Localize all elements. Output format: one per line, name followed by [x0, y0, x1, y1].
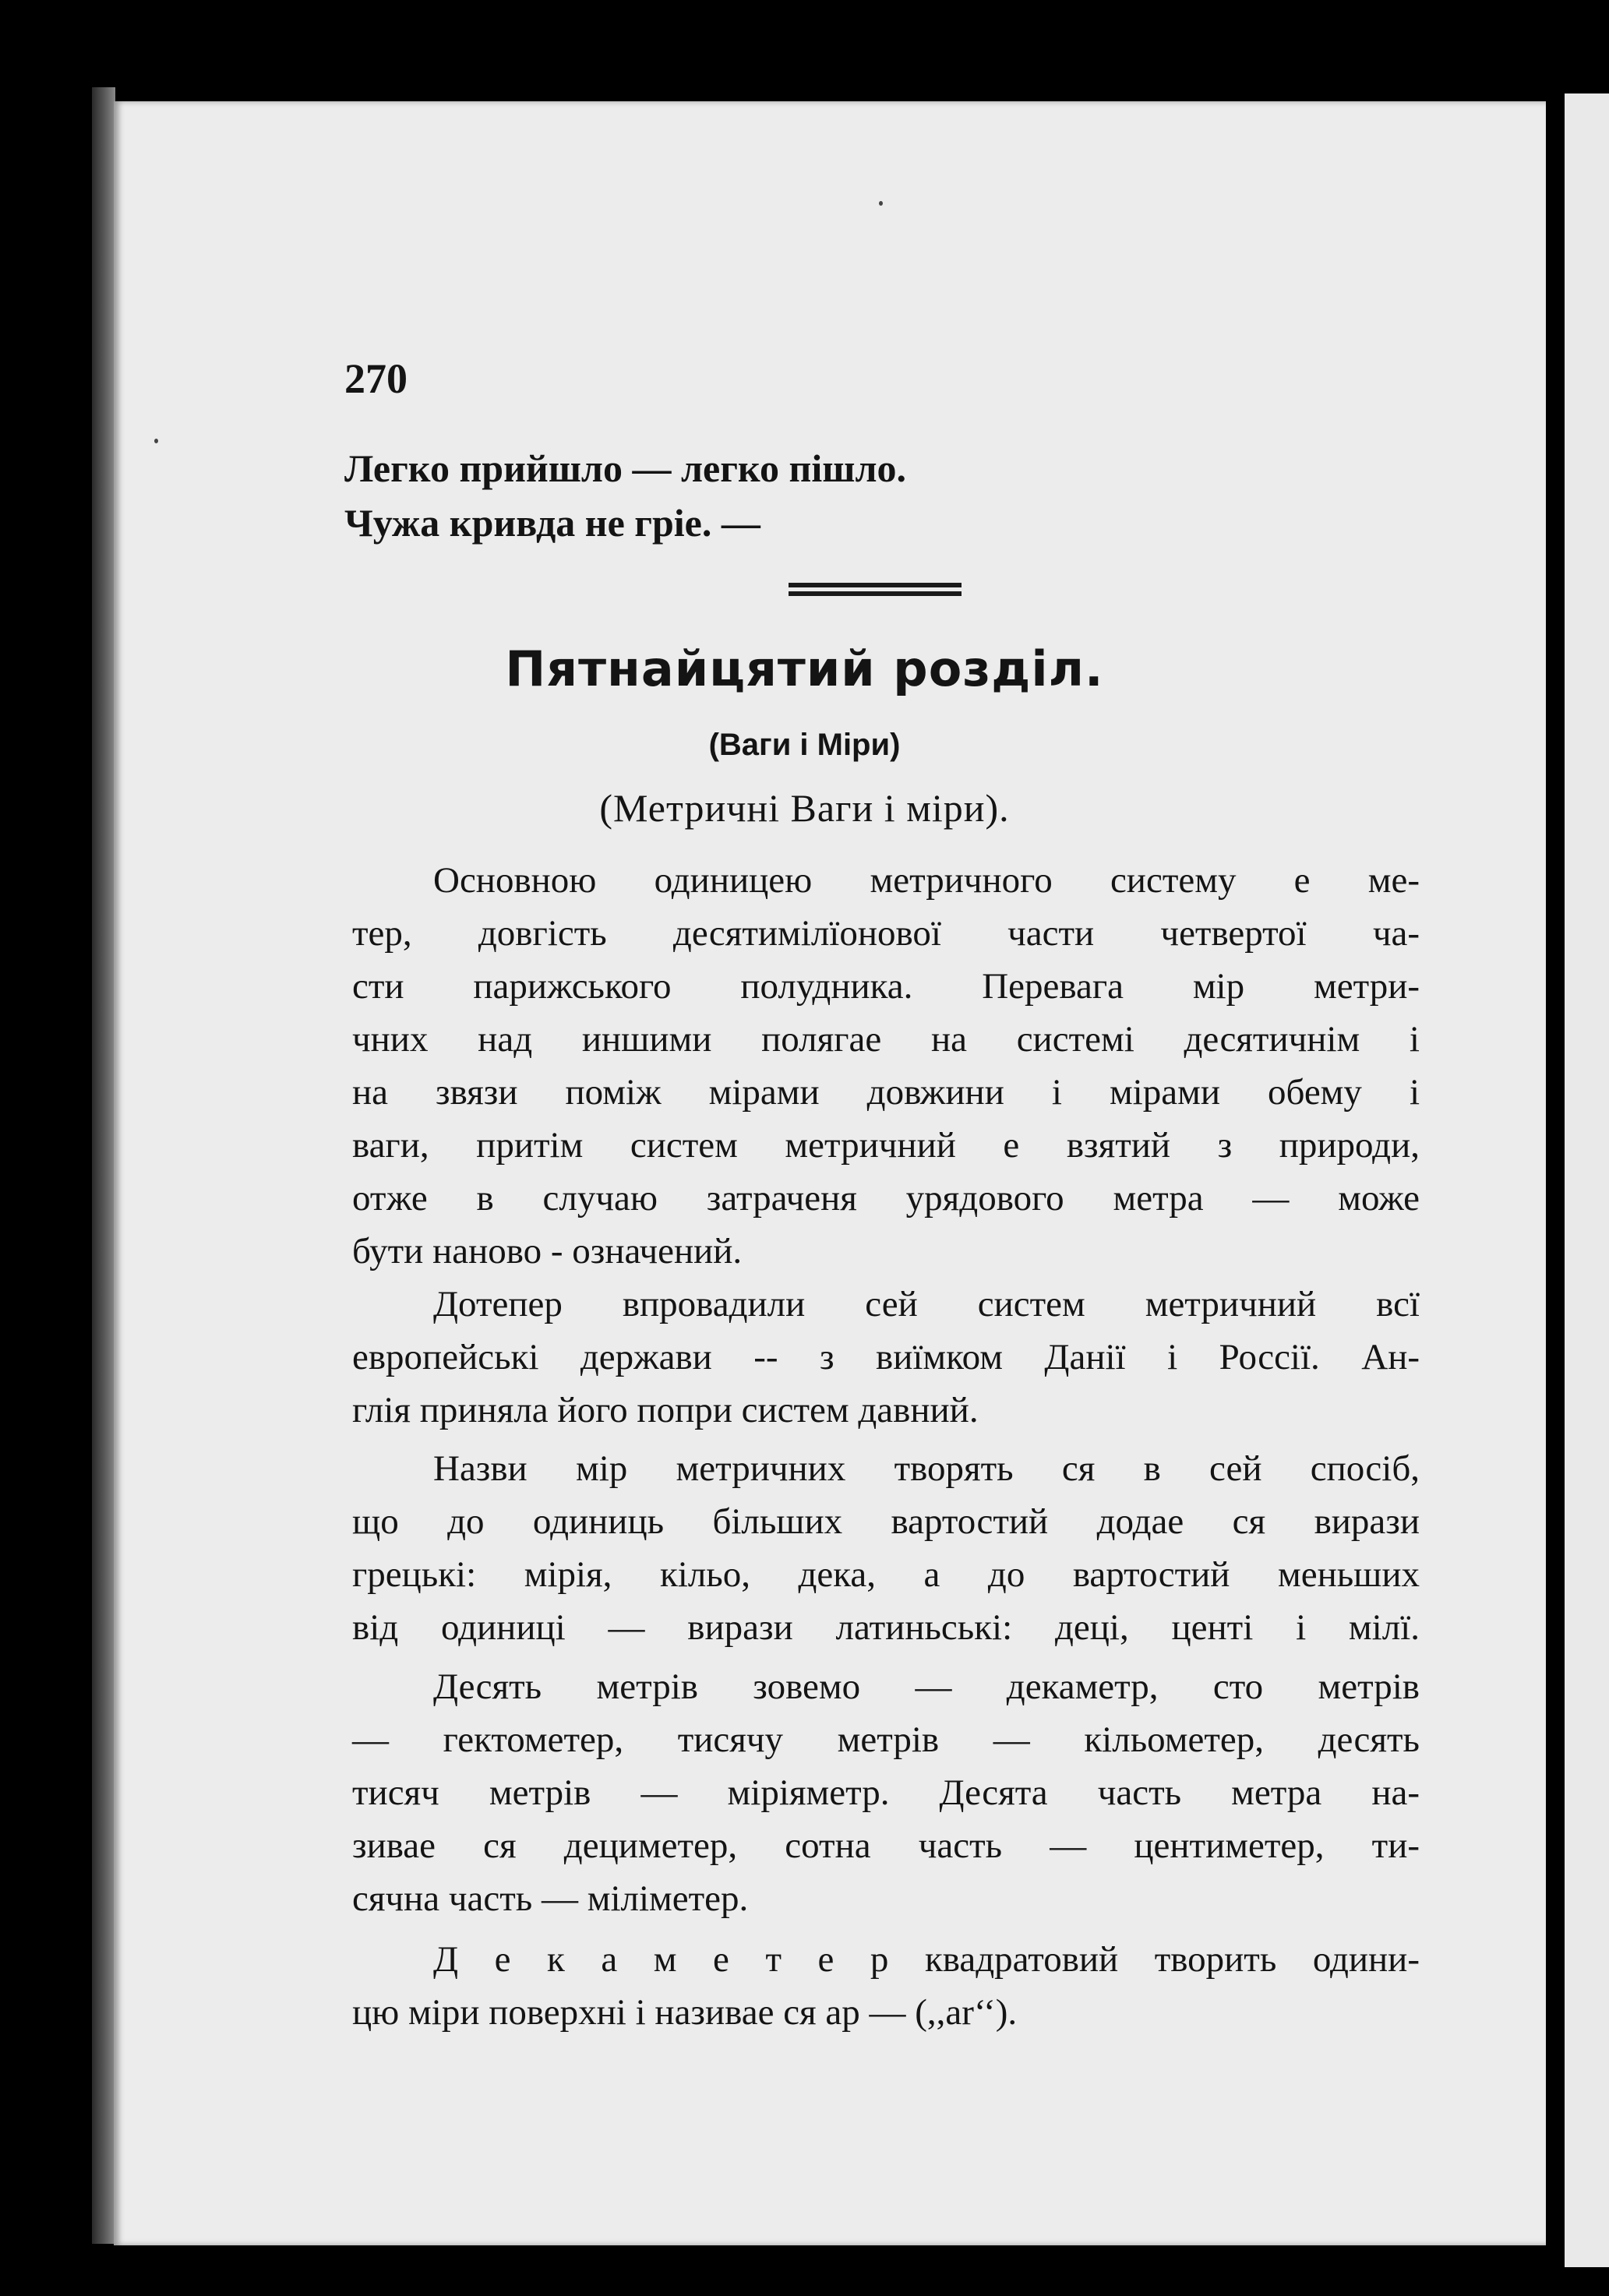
body-line: цю міри поверхні і називае ся ар — (,,ar‘‘). — [352, 1992, 1018, 2033]
body-line: тисяч метрів — міріяметр. Десята часть метра на- — [352, 1772, 1420, 1813]
body-line: Дотепер впровадили сей систем метричний всї — [433, 1284, 1420, 1324]
chapter-subtitle: (Ваги і Міри) — [708, 728, 901, 762]
body-line: Десять метрів зовемо — декаметр, сто метрів — [433, 1666, 1420, 1707]
body-line: бути наново - означений. — [352, 1231, 743, 1271]
page-number: 270 — [344, 355, 408, 402]
body-line: Основною одиницею метричного систему е ме- — [433, 860, 1420, 901]
body-line: що до одиниць більших вартостий додае ся вирази — [352, 1501, 1420, 1542]
body-line: сячна часть — міліметер. — [352, 1878, 749, 1919]
body-line: грецькі: мірія, кільо, дека, а до вартостий меньших — [352, 1554, 1420, 1595]
body-line: сти парижського полудника. Перевага мір метри- — [352, 966, 1420, 1007]
book-left-edge — [92, 87, 115, 2244]
section-divider — [789, 583, 962, 600]
body-line: отже в случаю затраченя урядового метра — може — [352, 1178, 1420, 1219]
body-line: европейські держави -- з виїмком Данії і Россії. Ан- — [352, 1337, 1420, 1377]
body-line: зивае ся дециметер, сотна часть — центиметер, ти- — [352, 1825, 1420, 1866]
body-line: на звязи поміж мірами довжини і мірами обему і — [352, 1072, 1420, 1113]
body-line: ваги, притім систем метричний е взятий з природи, — [352, 1125, 1420, 1166]
body-line: від одиниці — вирази латиньські: деці, центі і мілї. — [352, 1607, 1420, 1648]
chapter-title: Пятнайцятий розділ. — [505, 640, 1104, 697]
body-line: чних над иншими полягае на системі десятичнім і — [352, 1019, 1420, 1060]
chapter-subtitle-secondary: (Метричні Ваги і міри). — [599, 786, 1010, 830]
body-line: глія приняла його попри систем давний. — [352, 1390, 979, 1430]
proverb-line: Чужа кривда не гріе. — — [344, 501, 760, 545]
body-line: Назви мір метричних творять ся в сей спосіб, — [433, 1448, 1420, 1489]
print-speck — [879, 201, 883, 206]
print-speck — [154, 439, 158, 443]
body-line: тер, довгість десятимілїонової части четвертої ча- — [352, 913, 1420, 954]
adjacent-page-edge — [1565, 93, 1609, 2267]
body-line: Д е к а м е т е р квадратовий творить одини- — [433, 1939, 1420, 1980]
body-line: — гектометер, тисячу метрів — кільометер, десять — [352, 1719, 1420, 1760]
book-page — [114, 101, 1546, 2245]
proverb-line: Легко прийшло — легко пішло. — [344, 446, 907, 490]
